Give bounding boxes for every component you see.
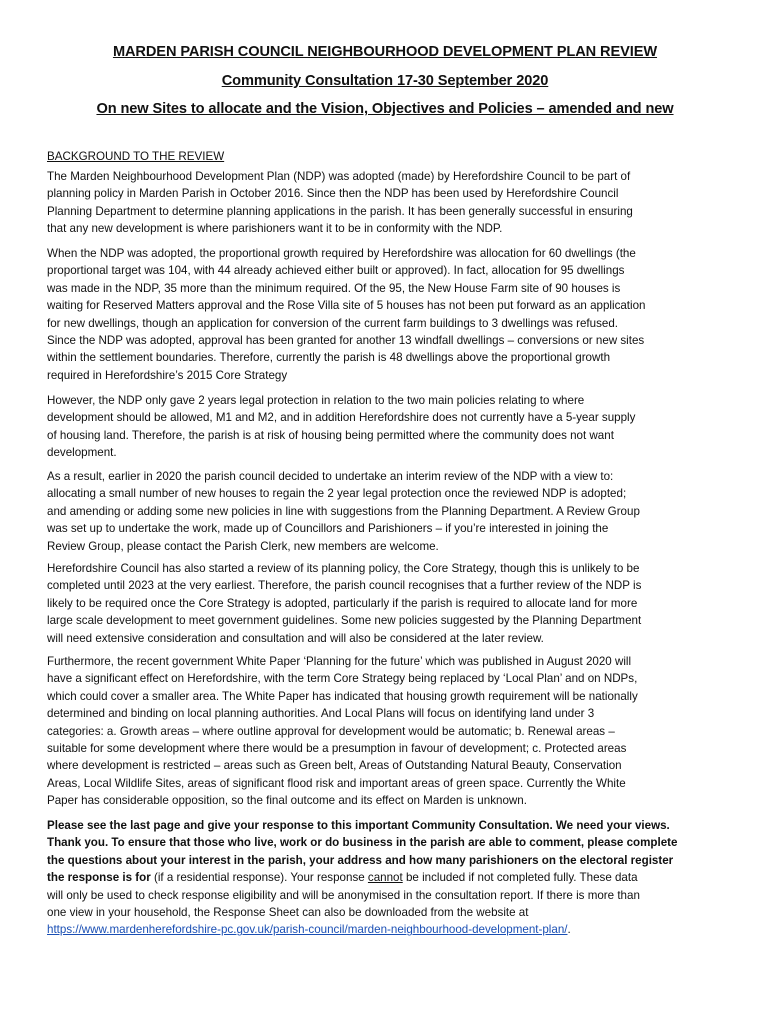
text-line: proportional target was 104, with 44 already achieved either built or approved). In fact, allocation for 95 dwellings [47, 264, 625, 278]
bold-text-line: Please see the last page and give your response to this important Community Consultation. We need your views. [47, 819, 670, 832]
text-line [47, 921, 727, 938]
website-link[interactable]: https://www.mardenherefordshire-pc.gov.uk/parish-council/marden-neighbourhood-development-plan/ [47, 923, 568, 937]
text-line: was made in the NDP, 35 more than the minimum required. Of the 95, the New House Farm site of 90 houses is [47, 281, 621, 295]
text-line: However, the NDP only gave 2 years legal protection in relation to the two main policies relating to where [47, 394, 585, 407]
text-line: Furthermore, the recent government White Paper ‘Planning for the future’ which was published in August 2020 will [47, 655, 632, 668]
text-line: for new dwellings, though an application for conversion of the current farm buildings to 3 dwellings was refused. [47, 316, 618, 330]
paragraph-interim-review [47, 468, 727, 555]
text-line: Planning Department to determine planning applications in the parish. It has been generally successful in ensuring [47, 204, 633, 218]
document-title: MARDEN PARISH COUNCIL NEIGHBOURHOOD DEVELOPMENT PLAN REVIEW [112, 44, 658, 60]
text-line: When the NDP was adopted, the proportional growth required by Herefordshire was allocation for 60 dwellings (the [47, 247, 636, 260]
text-line: and amending or adding some new policies in line with suggestions from the Planning Department. A Review Group [47, 504, 640, 518]
text-line: Herefordshire Council has also started a review of its planning policy, the Core Strategy, though this is unlikely to be [47, 562, 640, 575]
bold-text-line: Thank you. To ensure that those who live, work or do business in the parish are able to comment, please complete [47, 836, 678, 850]
text-line: large scale development to meet government guidelines. Some new policies suggested by the Planning Department [47, 614, 642, 628]
text-line: The Marden Neighbourhood Development Plan (NDP) was adopted (made) by Herefordshire Council to be part of [47, 170, 631, 183]
text-line [47, 869, 727, 886]
consultation-topic-heading: On new Sites to allocate and the Vision, Objectives and Policies – amended and new [96, 101, 674, 117]
paragraph-legal-protection [47, 392, 727, 462]
text-line: planning policy in Marden Parish in October 2016. Since then the NDP has been used by Herefordshire Council [47, 187, 619, 201]
text-line: one view in your household, the Response Sheet can also be downloaded from the website at [47, 906, 529, 920]
text-line: Paper has considerable opposition, so the final outcome and its effect on Marden is unknown. [47, 794, 527, 808]
text-fragment: . [567, 923, 571, 937]
text-line: completed until 2023 at the very earliest. Therefore, the parish council recognises that a further review of the NDP is [47, 579, 642, 593]
text-line: determined and binding on local planning authorities. And Local Plans will focus on identifying land under 3 [47, 707, 595, 721]
text-line: was set up to undertake the work, made up of Councillors and Parishioners – if you’re interested in joining the [47, 522, 609, 536]
text-line: Since the NDP was adopted, approval has been granted for another 13 windfall dwellings – conversions or new sites [47, 334, 645, 348]
text-line: of housing land. Therefore, the parish is at risk of housing being permitted where the community does not want [47, 428, 614, 442]
text-line: allocating a small number of new houses to regain the 2 year legal protection once the reviewed NDP is adopted; [47, 487, 627, 501]
bold-text-fragment: the response is for [47, 871, 151, 885]
paragraph-white-paper [47, 653, 727, 810]
text-line: Areas, Local Wildlife Sites, areas of significant flood risk and important areas of green space. Currently the White [47, 776, 626, 790]
text-line: have a significant effect on Herefordshire, with the term Core Strategy being replaced by ‘Local Plan’ and on NDPs, [47, 672, 638, 686]
text-line: development. [47, 446, 117, 460]
text-line: where development is restricted – areas such as Green belt, Areas of Outstanding Natural Beauty, Conservation [47, 759, 622, 773]
text-line: which could cover a smaller area. The White Paper has indicated that housing growth requirement will be nationally [47, 689, 638, 703]
consultation-dates-heading: Community Consultation 17-30 September 2020 [221, 73, 549, 89]
paragraph-ndp-adoption [47, 168, 727, 238]
section-title-background: BACKGROUND TO THE REVIEW [47, 150, 225, 163]
paragraph-proportional-growth [47, 245, 727, 384]
text-line: required in Herefordshire’s 2015 Core Strategy [47, 368, 288, 382]
text-line: Review Group, please contact the Parish Clerk, new members are welcome. [47, 539, 439, 553]
text-line: suitable for some development where there would be a presumption in favour of development; c. Protected areas [47, 742, 627, 756]
bold-text-line: the questions about your interest in the parish, your address and how many parishioners on the electoral register [47, 853, 674, 867]
underlined-word-cannot: cannot [367, 871, 403, 885]
text-line: that any new development is where parishioners want it to be in conformity with the NDP. [47, 222, 503, 236]
text-fragment: (if a residential response). Your response [150, 871, 368, 885]
text-line: likely to be required once the Core Strategy is adopted, particularly if the parish is required to allocate land for more [47, 596, 638, 610]
text-line: waiting for Reserved Matters approval and the Rose Villa site of 5 houses has not been put forward as an application [47, 299, 646, 313]
text-line: categories: a. Growth areas – where outline approval for development would be automatic; b. Renewal areas – [47, 724, 615, 738]
text-line: will only be used to check response eligibility and will be anonymised in the consultation report. If there is more than [47, 888, 640, 902]
paragraph-core-strategy-review [47, 560, 727, 647]
text-line: will need extensive consideration and consultation and will also be considered at the later review. [47, 631, 544, 645]
paragraph-response-request [47, 817, 727, 939]
text-fragment: be included if not completed fully. These data [402, 871, 638, 885]
text-line: development should be allowed, M1 and M2, and in addition Herefordshire does not currently have a 5-year supply [47, 411, 636, 425]
text-line: within the settlement boundaries. Therefore, currently the parish is 48 dwellings above the proportional growth [47, 351, 611, 365]
text-line: As a result, earlier in 2020 the parish council decided to undertake an interim review of the NDP with a view to: [47, 470, 614, 483]
